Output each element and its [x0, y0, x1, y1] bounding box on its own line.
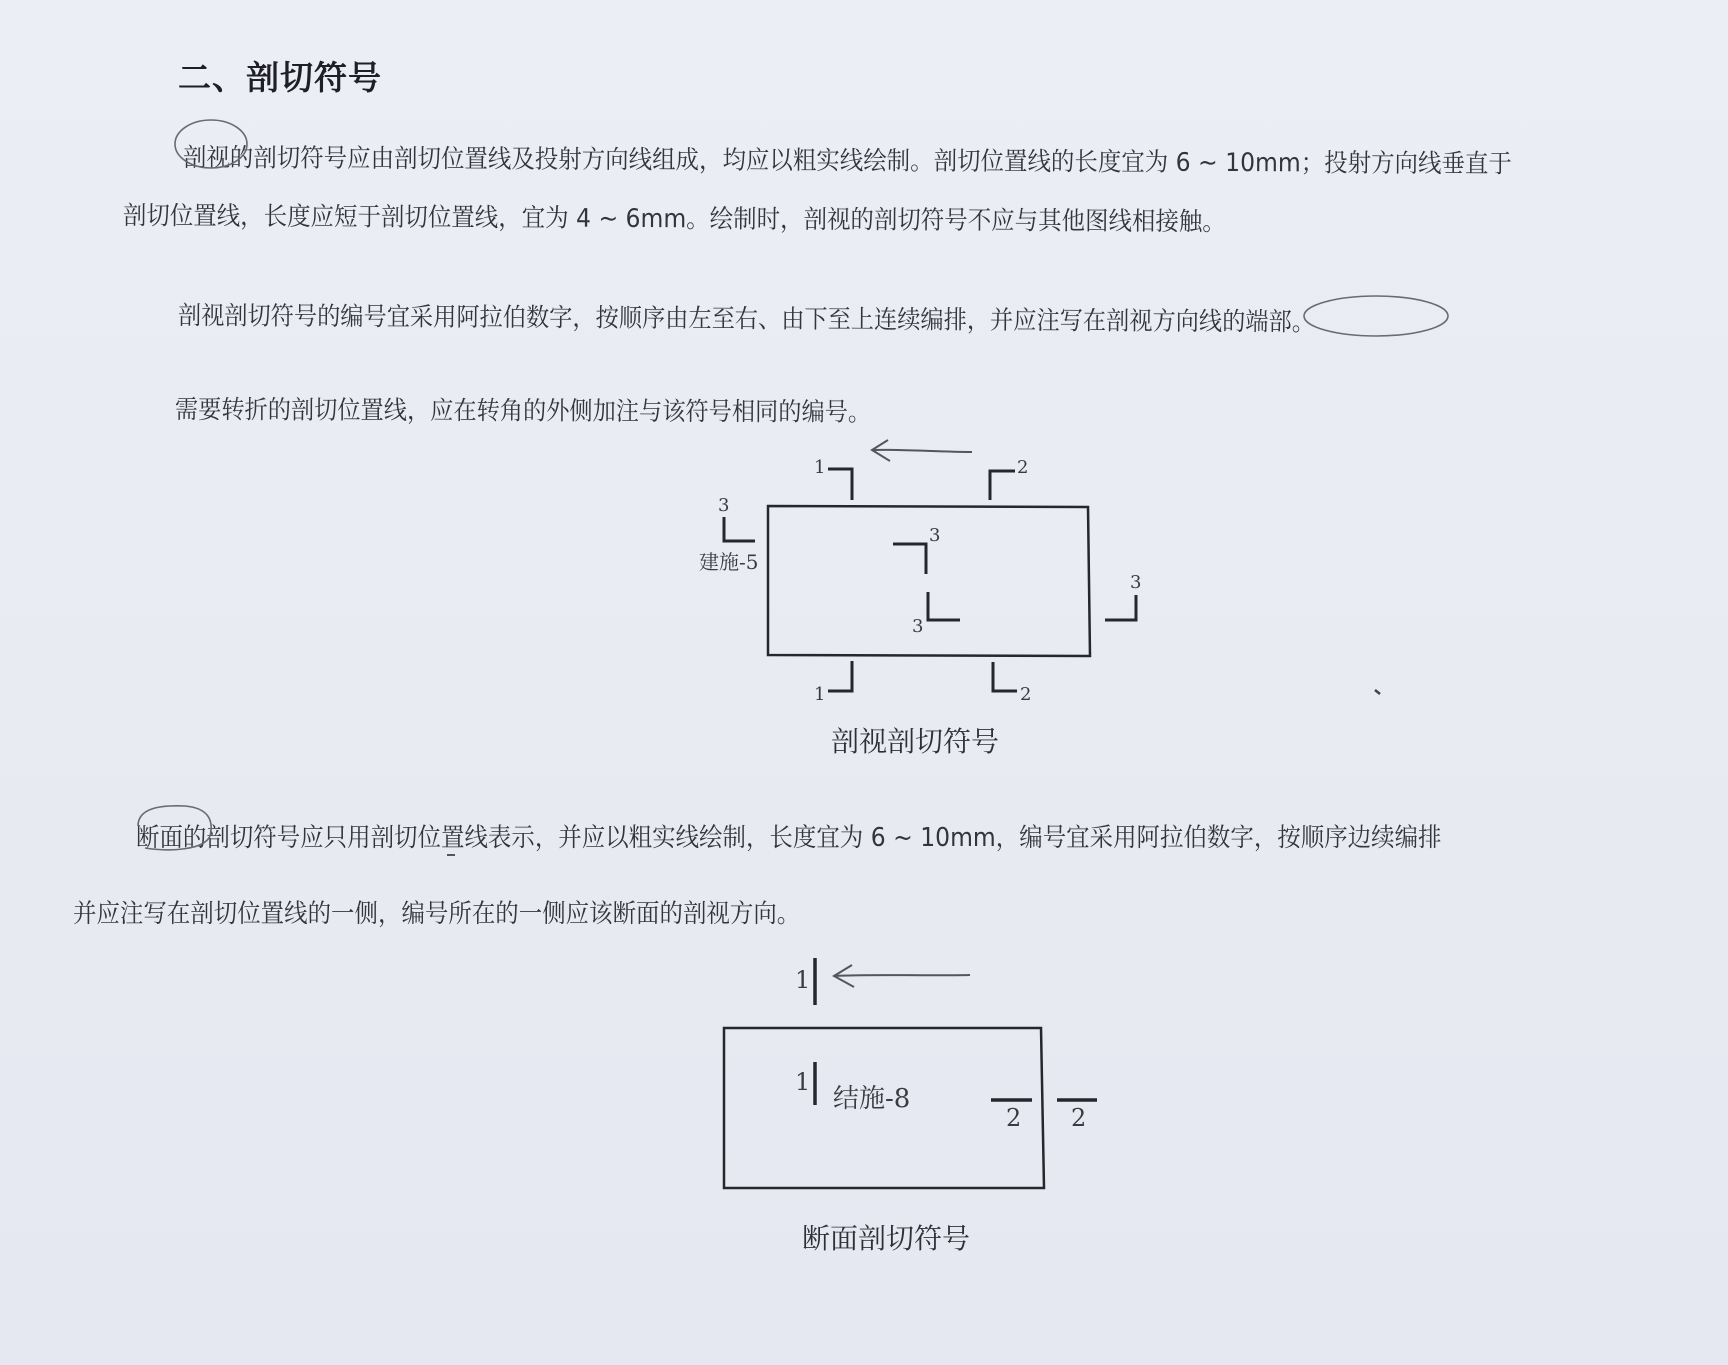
section-heading: 二、剖切符号: [178, 58, 382, 97]
fig1-label-right: 3: [1130, 572, 1142, 593]
fig2-label-top: 1: [795, 966, 811, 994]
fig2-label-right-outer: 2: [1071, 1104, 1087, 1132]
paragraph-3: 需要转折的剖切位置线，应在转角的外侧加注与该符号相同的编号。: [174, 394, 872, 428]
fig1-label-bottom-right: 2: [1020, 684, 1032, 705]
fig1-label-inner-bottom: 3: [912, 616, 924, 637]
paragraph-4-line-2: 并应注写在剖切位置线的一侧，编号所在的一侧应该断面的剖视方向。: [73, 899, 801, 929]
fig1-label-bottom-left: 1: [814, 684, 826, 705]
paragraph-1-line-1: 剖视的剖切符号应由剖切位置线及投射方向线组成，均应以粗实线绘制。剖切位置线的长度宜为 6 ~ 10mm；投射方向线垂直于: [182, 142, 1512, 180]
figure2-caption: 断面剖切符号: [802, 1222, 971, 1255]
paragraph-4-line-1: 断面的剖切符号应只用剖切位置线表示，并应以粗实线绘制，长度宜为 6 ~ 10mm，编号宜采用阿拉伯数字，按顺序边续编排: [136, 823, 1442, 853]
fig1-label-top-right: 2: [1017, 457, 1029, 478]
paragraph-2: 剖视剖切符号的编号宜采用阿拉伯数字，按顺序由左至右、由下至上连续编排，并应注写在剖视方向线的端部。: [177, 300, 1316, 338]
fig1-label-inner-top: 3: [929, 525, 941, 546]
fig2-label-inner-ref: 结施-8: [833, 1084, 911, 1114]
figure1-caption: 剖视剖切符号: [831, 725, 1000, 758]
pencil-arrow-2: [834, 965, 970, 987]
fig2-label-right-inner: 2: [1006, 1104, 1022, 1132]
fig1-label-top-left: 1: [814, 457, 826, 478]
paragraph-1-line-2: 剖切位置线，长度应短于剖切位置线，宜为 4 ~ 6mm。绘制时，剖视的剖切符号不应与其他图线相接触。: [122, 200, 1226, 238]
fig2-label-inner-num: 1: [795, 1068, 811, 1096]
fig1-label-left-ref: 建施-5: [699, 550, 759, 574]
fig1-label-left-num: 3: [718, 495, 730, 516]
